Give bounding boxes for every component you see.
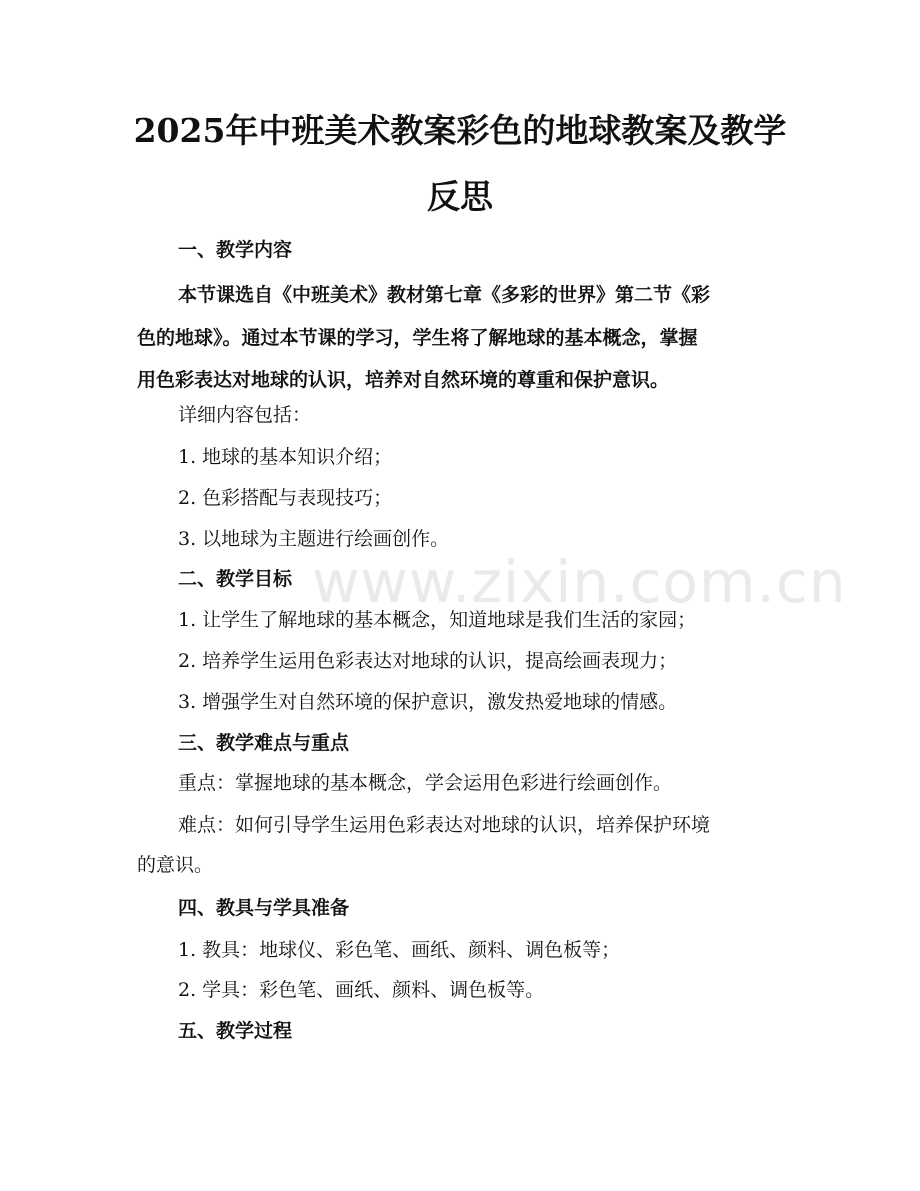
section2-item-3: 3. 增强学生对自然环境的保护意识，激发热爱地球的情感。: [178, 691, 678, 713]
section1-intro-line-3: 用色彩表达对地球的认识，培养对自然环境的尊重和保护意识。: [137, 369, 670, 391]
section2-item-2: 2. 培养学生运用色彩表达对地球的认识，提高绘画表现力；: [178, 650, 678, 672]
section3-heading: 三、教学难点与重点: [178, 732, 350, 754]
section4-heading: 四、教具与学具准备: [178, 897, 350, 919]
document-title: [120, 98, 800, 230]
watermark: www.zixin.com.cn: [312, 548, 847, 616]
section1-item-2: 2. 色彩搭配与表现技巧；: [178, 487, 393, 509]
section4-item-1: 1. 教具：地球仪、彩色笔、画纸、颜料、调色板等；: [178, 939, 621, 961]
section1-details-label: 详细内容包括：: [178, 404, 312, 426]
section1-item-1: 1. 地球的基本知识介绍；: [178, 446, 393, 468]
section1-intro-line-1: 本节课选自《中班美术》教材第七章《多彩的世界》第二节《彩: [178, 284, 711, 306]
section1-item-3: 3. 以地球为主题进行绘画创作。: [178, 528, 450, 550]
section2-item-1: 1. 让学生了解地球的基本概念，知道地球是我们生活的家园；: [178, 609, 697, 631]
section2-heading: 二、教学目标: [178, 568, 293, 590]
section3-difficulty-line-1: 难点：如何引导学生运用色彩表达对地球的认识，培养保护环境: [178, 814, 711, 836]
section1-heading: 一、教学内容: [178, 239, 293, 261]
section5-heading: 五、教学过程: [178, 1020, 293, 1042]
title-line-1: 2025年中班美术教案彩色的地球教案及教学: [133, 111, 787, 150]
section1-intro-line-2: 色的地球》。通过本节课的学习，学生将了解地球的基本概念，掌握: [137, 327, 698, 349]
section3-key-point: 重点：掌握地球的基本概念，学会运用色彩进行绘画创作。: [178, 772, 673, 794]
section4-item-2: 2. 学具：彩色笔、画纸、颜料、调色板等。: [178, 979, 545, 1001]
section3-difficulty-line-2: 的意识。: [137, 854, 214, 876]
title-line-2: 反思: [427, 177, 493, 216]
